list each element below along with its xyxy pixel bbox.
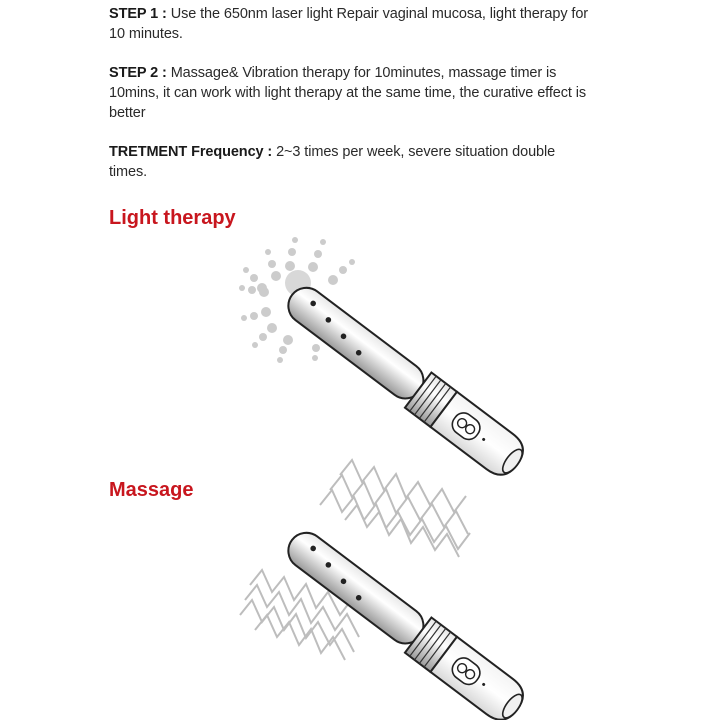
light-therapy-wand-icon: [279, 277, 531, 482]
step-1-label: STEP 1 :: [109, 6, 167, 22]
step-1-body: Use the 650nm laser light Repair vaginal mucosa, light therapy for 10 minutes.: [109, 6, 589, 42]
light-therapy-heading: Light therapy: [109, 207, 236, 229]
massage-wand-icon: [279, 522, 531, 720]
step-2-body: Massage& Vibration therapy for 10minutes, massage timer is 10mins, it can work with light therapy at the same time, the curative effect is better: [109, 65, 586, 121]
frequency-label: TRETMENT Frequency :: [109, 144, 273, 160]
vibration-wave-icon: [320, 460, 470, 557]
frequency-body: 2~3 times per week, severe situation double times.: [109, 144, 556, 180]
massage-heading: Massage: [109, 479, 194, 501]
step-2-label: STEP 2 :: [109, 65, 167, 81]
